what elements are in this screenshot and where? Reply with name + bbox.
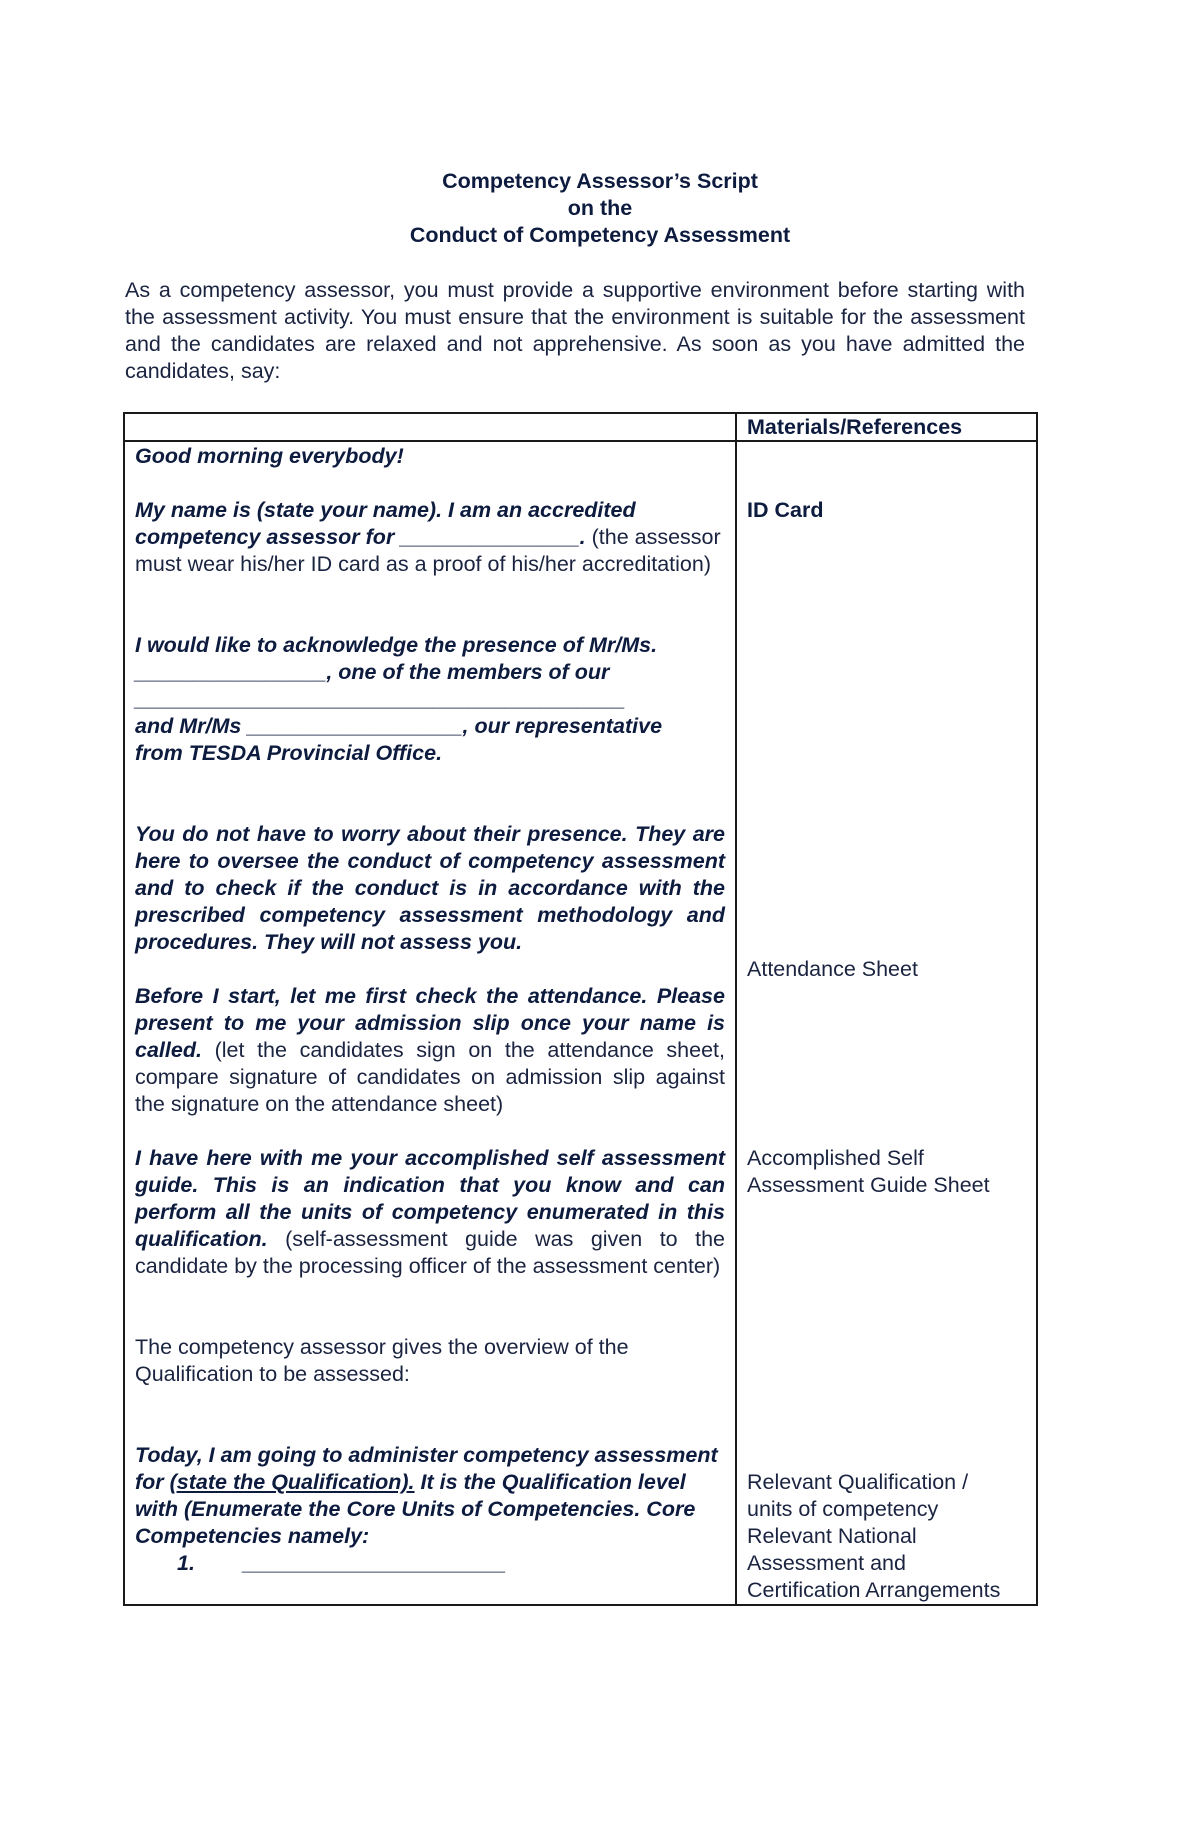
ref-qual-line-4: Assessment and [747,1551,906,1575]
ack-line-5: from TESDA Provincial Office. [135,741,443,765]
list-item-blank: ______________________ [243,1551,507,1575]
materials-column [736,441,1037,1605]
document-title [0,168,1200,249]
today-part-1: Today, I am going to administer competency assessment for [135,1443,718,1494]
script-column [124,441,736,1605]
attendance-paragraph [135,983,725,1118]
ref-attendance-sheet: Attendance Sheet [747,957,918,981]
greeting: Good morning everybody! [135,444,404,468]
header-materials-references: Materials/References [736,413,1037,441]
assessor-intro [135,497,725,578]
title-line-1: Competency Assessor’s Script [442,169,758,193]
list-item [135,1550,725,1577]
ref-qual-line-5: Certification Arrangements [747,1578,1001,1602]
self-assessment-paragraph [135,1145,725,1280]
worry-paragraph: You do not have to worry about their presence. They are here to oversee the conduct of competency assessment and to check if the conduct is in accordance with the prescribed competency assessment methodology and procedures. They will not assess you. [135,822,725,954]
ref-self-assessment [747,1145,1026,1199]
attendance-bold-1: Before I start, let me first check the attendance. [135,984,648,1008]
ack-line-1: I would like to acknowledge the presence of Mr/Ms. [135,633,658,657]
ref-id-card: ID Card [747,498,824,522]
ack-line-4: and Mr/Ms __________________, our representative [135,714,663,738]
attendance-note: (let the candidates sign on the attendance sheet, compare signature of candidates on admission slip against the signature on the attendance sheet) [135,1038,725,1116]
ref-qual-line-1: Relevant Qualification / [747,1470,969,1494]
table-body-row [124,441,1037,1605]
today-qualification: (state the Qualification). [169,1470,415,1494]
overview-paragraph: The competency assessor gives the overview of the Qualification to be assessed: [135,1335,629,1386]
assessor-intro-bold: My name is (state your name). I am an accredited competency assessor for _______________. [135,498,636,549]
table-header-row [124,413,1037,441]
attendance-bold-2: Please present to me your admission slip once your name is called. [135,984,725,1062]
acknowledge-block [135,632,725,767]
today-part-2: It is the Qualification level with (Enumerate the Core Units of Competencies. Core Competencies namely: [135,1470,696,1548]
intro-paragraph: As a competency assessor, you must provide a supportive environment before starting with the assessment activity. You must ensure that the environment is suitable for the assessment and the candidates are relaxed and not apprehensive. As soon as you have admitted the candidates, say: [125,278,1025,383]
header-left [124,413,736,441]
ref-qual-line-2: units of competency [747,1497,939,1521]
title-line-2: on the [567,196,633,220]
today-paragraph [135,1442,725,1550]
script-table [123,412,1038,1606]
list-item-number: 1. [177,1551,195,1575]
ack-line-2: ________________, one of the members of our [135,660,610,684]
ref-self-line-1: Accomplished Self [747,1146,924,1170]
self-assessment-note: (self-assessment guide was given to the candidate by the processing officer of the assessment center) [135,1227,725,1278]
assessor-intro-note: (the assessor must wear his/her ID card as a proof of his/her accreditation) [135,525,721,576]
self-assessment-bold: I have here with me your accomplished self assessment guide. This is an indication that you know and can perform all the units of competency enumerated in this qualification. [135,1146,725,1251]
ref-qual-line-3: Relevant National [747,1524,917,1548]
ref-qualification [747,1469,1026,1604]
ref-self-line-2: Assessment Guide Sheet [747,1173,990,1197]
ack-line-3: _________________________________________ [135,687,626,711]
title-line-3: Conduct of Competency Assessment [409,223,791,247]
